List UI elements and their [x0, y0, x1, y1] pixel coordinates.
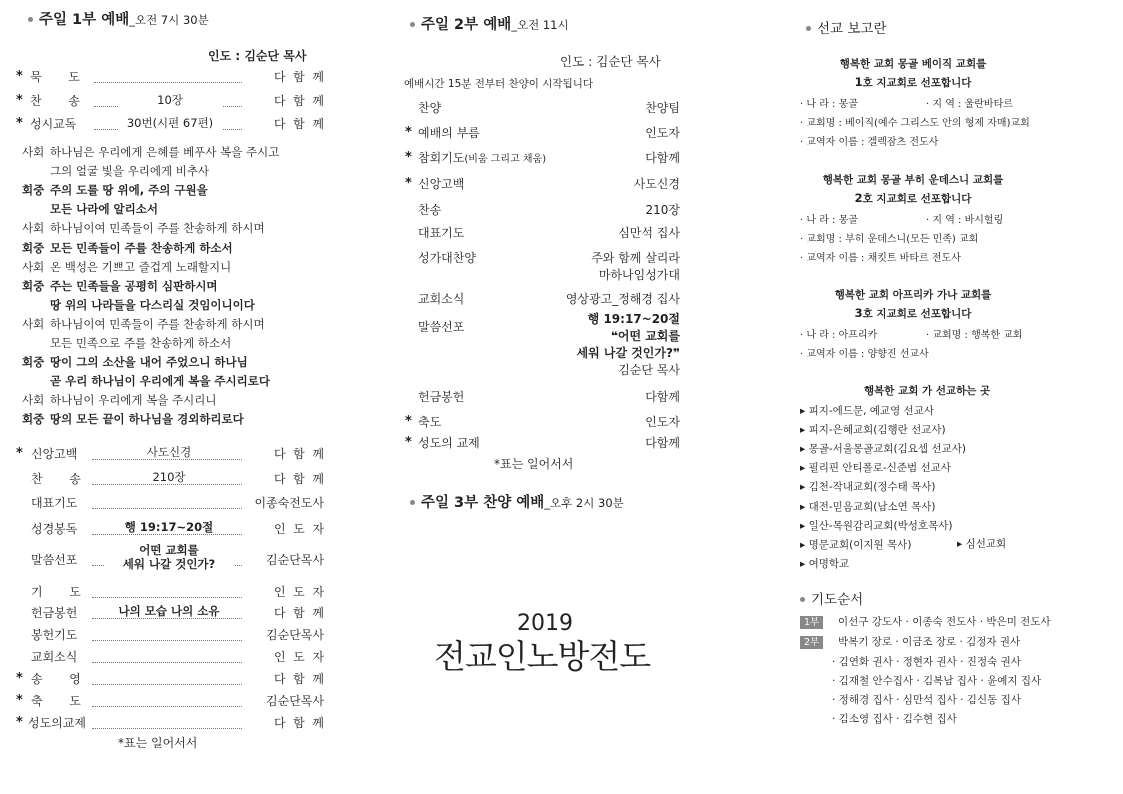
report-line-2: · 지 역 : 바시헐링 [926, 215, 1004, 226]
reading-speaker: 사회 [22, 393, 45, 408]
mission-place-extra: ▸ 심선교회 [957, 538, 1007, 550]
order-item-label: 신앙고백 [418, 177, 465, 191]
order-content: 어떤 교회를 세워 나갈 것인가? [104, 543, 234, 571]
order-content: 210장 [104, 470, 234, 484]
order-item-label: 대표기도 [418, 226, 465, 240]
order-item: 기 도 [31, 585, 81, 599]
order-responder: 다 함 께 [273, 447, 324, 461]
reading-line: 하나님이여 민족들이 주를 찬송하게 하시며 [50, 221, 265, 236]
order-responder: 다 함 께 [273, 716, 324, 730]
bullet-dot-icon [28, 17, 33, 22]
prayer-line: · 정해경 집사 · 심만석 집사 · 김신동 집사 [832, 694, 1021, 706]
order-item: 헌금봉헌 [31, 606, 78, 620]
service3-title: 주일 3부 찬양 예배_오후 2시 30분 [410, 491, 624, 512]
reading-line: 주의 도를 땅 위에, 주의 구원을 [50, 183, 208, 198]
reading-line: 온 백성은 기쁘고 즐겁게 노래할지니 [50, 259, 232, 274]
report-sub-text: 호 지교회로 선포합니다 [862, 193, 972, 205]
order-responder: 인 도 자 [273, 585, 324, 599]
reading-speaker: 회중 [22, 278, 45, 293]
report-subheading [800, 306, 1026, 321]
order-item: 송 영 [31, 672, 81, 686]
order-item-label: 성가대찬양 [418, 251, 476, 265]
order-item [418, 290, 464, 307]
report-subheading [800, 191, 1026, 206]
order-responder: 김순단목사 [266, 628, 324, 642]
reading-speaker: 사회 [22, 145, 45, 159]
order-item-label: 찬양 [418, 101, 442, 115]
bullet-dot-icon [410, 500, 415, 505]
order-item-label: 예배의 부름 [418, 126, 480, 140]
order-responder: 김순단목사 [266, 553, 324, 567]
order-responder: 다함께 [645, 151, 680, 165]
order-star: * [16, 93, 23, 108]
service2-title: 주일 2부 예배_오전 11시 [410, 13, 569, 34]
report-line: · 나 라 : 아프리카 [800, 330, 878, 341]
mission-place: ▸ 몽골-서울몽골교회(김요셉 선교사) [800, 443, 966, 456]
reading-speaker: 사회 [22, 316, 45, 331]
order-item-note: (비움 그리고 채움) [464, 154, 547, 165]
service2-leader: 인도 : 김순단 목사 [560, 54, 661, 69]
slogan-title: 전교인노방전도 [434, 637, 651, 676]
order-star: * [405, 435, 412, 450]
order-responder: 다 함 께 [273, 472, 324, 486]
order-star: * [16, 446, 23, 461]
prayer-line: 박복기 장로 · 이금조 장로 · 김정자 권사 [838, 636, 1021, 648]
order-item-label: 헌금봉헌 [418, 390, 465, 404]
service1-title: 주일 1부 예배_오전 7시 30분 [28, 8, 209, 29]
mission-place: ▸ 김천-작내교회(정수태 목사) [800, 481, 936, 494]
order-responder: 다 함 께 [273, 94, 324, 108]
order-item-label: 교회소식 [418, 292, 465, 306]
order-item [418, 99, 441, 116]
order-responder: 영상광고_정해경 집사 [565, 292, 680, 306]
order-item-label: 찬송 [418, 203, 442, 217]
report-sub-text: 호 지교회로 선포합니다 [862, 77, 972, 89]
order-item-label: 성도의 교제 [418, 436, 480, 450]
leader-dots [94, 72, 242, 83]
reading-line: 하나님은 우리에게 은혜를 베푸사 복을 주시고 [50, 145, 280, 159]
leader-dots [92, 696, 242, 707]
prayer-line: · 김재철 안수집사 · 김복남 집사 · 윤예지 집사 [832, 675, 1042, 687]
report-number: 2 [854, 191, 863, 205]
report-heading: 행복한 교회 몽골 베이직 교회를 [839, 58, 987, 70]
leader-dots [92, 718, 242, 729]
order-item: 성시교독 [30, 117, 77, 131]
mission-place: ▸ 피지-에드문, 예교영 선교사 [800, 405, 934, 417]
mission-place: ▸ 여명학교 [800, 557, 850, 570]
order-item-label: 말씀선포 [418, 320, 465, 334]
order-item: 성경봉독 [31, 522, 78, 536]
order-item [418, 201, 441, 218]
order-responder: 인도자 [645, 126, 680, 140]
order-responder: 다 함 께 [273, 606, 324, 620]
prayer-line: 이선구 강도사 · 이종숙 전도사 · 박은미 전도사 [838, 616, 1051, 628]
sermon-line: 김순단 목사 [618, 363, 680, 377]
reading-speaker: 회중 [22, 412, 45, 427]
order-item: 축 도 [31, 694, 81, 708]
order-responder: 주와 함께 살리라 [591, 251, 680, 265]
prayer-line: · 김연화 권사 · 정현자 권사 · 진정숙 권사 [832, 656, 1021, 668]
mission-place: ▸ 피지-은혜교회(김행란 선교사) [800, 424, 946, 437]
order-responder: 이종숙전도사 [254, 496, 324, 510]
stand-note-2: *표는 일어서서 [494, 457, 574, 471]
order-item [418, 249, 476, 266]
report-number: 3 [854, 306, 863, 320]
reading-line: 그의 얼굴 빛을 우리에게 비추사 [50, 164, 210, 179]
reading-line: 땅의 모든 끝이 하나님을 경외하리로다 [50, 412, 244, 427]
report-line-2: · 지 역 : 울란바타르 [926, 99, 1013, 110]
prayer-badge: 1부 [800, 616, 823, 629]
reading-line: 모든 나라에 알리소서 [50, 202, 158, 217]
stand-note: *표는 일어서서 [118, 736, 198, 750]
order-responder: 다 함 께 [273, 672, 324, 686]
reading-line: 땅 위의 나라들을 다스리실 것임이니이다 [50, 297, 255, 312]
order-item: 찬 송 [31, 472, 81, 486]
order-item [418, 413, 441, 430]
leader-dots [92, 630, 242, 641]
order-item [418, 175, 464, 192]
order-responder: 210장 [645, 203, 680, 217]
leader-dots [92, 674, 242, 685]
order-responder: 심만석 집사 [618, 226, 680, 240]
order-responder: 사도신경 [633, 177, 680, 191]
order-star: * [405, 414, 412, 429]
order-item: 대표기도 [31, 496, 78, 510]
report-line: · 나 라 : 몽골 [800, 99, 858, 110]
report-line: · 나 라 : 몽골 [800, 215, 858, 226]
order-star: * [405, 125, 412, 140]
order-item-label: 축도 [418, 415, 442, 429]
bullet-dot-icon [806, 26, 811, 31]
leader-dots [92, 498, 242, 509]
bullet-dot-icon [800, 597, 805, 602]
sermon-line: 행 19:17~20절 [587, 312, 680, 326]
order-item [418, 149, 546, 166]
mission-place: ▸ 명문교회(이지원 목사) [800, 538, 912, 551]
service1-leader: 인도 : 김순단 목사 [208, 49, 307, 63]
order-item [418, 224, 464, 241]
order-star: * [16, 693, 23, 708]
bullet-dot-icon [410, 22, 415, 27]
reading-line: 하나님이여 민족들이 주를 찬송하게 하시며 [50, 316, 265, 331]
reading-speaker: 회중 [22, 355, 45, 370]
order-responder: 찬양팀 [645, 101, 680, 115]
order-content: 10장 [118, 92, 222, 108]
year-label: 2019 [517, 611, 573, 636]
mission-place: ▸ 필리핀 안티폴로-신준범 선교사 [800, 462, 951, 475]
order-star: * [16, 69, 23, 84]
reading-speaker: 회중 [22, 240, 45, 255]
leader-dots [92, 587, 242, 598]
order-item [418, 318, 464, 335]
reading-speaker: 사회 [22, 259, 45, 274]
order-content: 행 19:17~20절 [104, 520, 234, 534]
order-item: 봉헌기도 [31, 628, 78, 642]
order-star: * [16, 116, 23, 131]
report-line: · 교역자 이름 : 채킷트 바타르 전도사 [800, 253, 961, 264]
report-sub-text: 호 지교회로 선포합니다 [862, 308, 972, 320]
order-item: 신앙고백 [31, 447, 78, 461]
reading-speaker: 사회 [22, 221, 45, 236]
reading-line: 모든 민족들이 주를 찬송하게 하소서 [50, 240, 233, 255]
order-item: 말씀선포 [31, 553, 78, 567]
order-item-label: 참회기도 [418, 151, 465, 165]
mission-report-title: 선교 보고란 [806, 17, 887, 37]
order-item: 묵 도 [30, 70, 80, 84]
order-responder: 인도자 [645, 415, 680, 429]
order-responder: 다함께 [645, 436, 680, 450]
order-responder: 다 함 께 [273, 117, 324, 131]
order-star: * [405, 150, 412, 165]
reading-line: 곧 우리 하나님이 우리에게 복을 주시리로다 [50, 374, 270, 389]
order-content: 사도신경 [104, 445, 234, 459]
order-responder: 인 도 자 [273, 650, 324, 664]
order-item [418, 124, 480, 141]
sermon-line: 세워 나갈 것인가?❞ [576, 346, 680, 360]
order-responder: 다함께 [645, 390, 680, 404]
report-line: · 교회명 : 부히 운데스니(모든 민족) 교회 [800, 234, 979, 245]
order-item [418, 388, 464, 405]
order-item: 성도의교제 [28, 716, 86, 730]
mission-place: ▸ 일산-목원감리교회(박성호목사) [800, 519, 953, 532]
reading-line: 하나님이 우리에게 복을 주시리니 [50, 393, 217, 408]
order-item: 교회소식 [31, 650, 78, 664]
reading-line: 땅이 그의 소산을 내어 주었으니 하나님 [50, 355, 248, 370]
order-item [418, 434, 480, 451]
report-line: · 교역자 이름 : 양향진 선교사 [800, 349, 929, 360]
mission-places-heading: 행복한 교회 가 선교하는 곳 [864, 385, 991, 397]
order-star: * [405, 176, 412, 191]
report-heading: 행복한 교회 몽골 부히 운데스니 교회를 [822, 174, 1004, 186]
report-line: · 교회명 : 베이직(예수 그리스도 안의 형제 자매)교회 [800, 118, 1030, 129]
report-number: 1 [854, 75, 863, 89]
reading-line: 모든 민족으로 주를 찬송하게 하소서 [50, 336, 232, 350]
reading-speaker: 회중 [22, 183, 45, 198]
prayer-order-title: 기도순서 [800, 588, 863, 608]
report-line: · 교역자 이름 : 겔렉잠츠 전도사 [800, 137, 939, 148]
prayer-badge: 2부 [800, 636, 823, 649]
report-subheading [800, 75, 1026, 90]
order-star: * [16, 671, 23, 686]
order-content: 30번(시편 67편) [118, 115, 222, 131]
order-responder: 다 함 께 [273, 70, 324, 84]
report-line-2: · 교회명 : 행복한 교회 [926, 330, 1023, 341]
mission-place: ▸ 대전-믿음교회(남소연 목사) [800, 500, 936, 513]
sermon-line: ❝어떤 교회를 [610, 329, 680, 343]
order-star: * [16, 715, 23, 730]
report-heading: 행복한 교회 아프리카 가나 교회를 [834, 289, 992, 301]
reading-line: 주는 민족들을 공평히 심판하시며 [50, 278, 218, 293]
order-item: 찬 송 [30, 94, 80, 108]
order-responder: 김순단목사 [266, 694, 324, 708]
leader-dots [92, 652, 242, 663]
prayer-line: · 김소영 집사 · 김수현 집사 [832, 713, 957, 725]
order-responder-2: 마하나임성가대 [598, 268, 680, 282]
order-responder: 인 도 자 [273, 522, 324, 536]
order-content: 나의 모습 나의 소유 [104, 604, 234, 618]
service2-notice: 예배시간 15분 전부터 찬양이 시작됩니다 [404, 78, 593, 90]
